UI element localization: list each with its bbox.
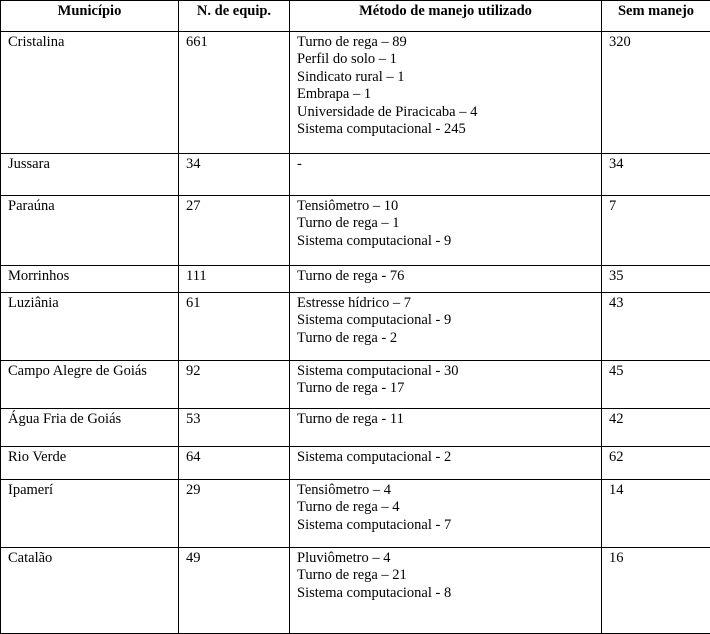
cell-num-equip: 64 bbox=[179, 447, 290, 480]
cell-sem-manejo: 7 bbox=[602, 196, 710, 266]
table-row bbox=[1, 293, 710, 361]
method-line: Embrapa – 1 bbox=[297, 86, 595, 103]
table-body bbox=[1, 32, 710, 634]
method-line: Sistema computacional - 9 bbox=[297, 312, 595, 329]
cell-num-equip: 29 bbox=[179, 480, 290, 548]
method-line: Tensiômetro – 10 bbox=[297, 198, 595, 215]
method-line: Pluviômetro – 4 bbox=[297, 550, 595, 567]
cell-num-equip: 27 bbox=[179, 196, 290, 266]
method-line: Turno de rega - 2 bbox=[297, 330, 595, 347]
method-line: Perfil do solo – 1 bbox=[297, 51, 595, 68]
header-municipio: Município bbox=[1, 1, 179, 32]
cell-metodos bbox=[290, 196, 602, 266]
cell-num-equip: 61 bbox=[179, 293, 290, 361]
cell-municipio: Jussara bbox=[1, 154, 179, 196]
cell-num-equip: 111 bbox=[179, 266, 290, 293]
header-num-equip: N. de equip. bbox=[179, 1, 290, 32]
method-line: Universidade de Piracicaba – 4 bbox=[297, 104, 595, 121]
method-line: Sindicato rural – 1 bbox=[297, 69, 595, 86]
method-line: Turno de rega - 76 bbox=[297, 268, 595, 285]
cell-sem-manejo: 62 bbox=[602, 447, 710, 480]
cell-sem-manejo: 16 bbox=[602, 548, 710, 634]
method-line: Sistema computacional - 9 bbox=[297, 233, 595, 250]
cell-municipio: Cristalina bbox=[1, 32, 179, 154]
table-row bbox=[1, 266, 710, 293]
method-line: Estresse hídrico – 7 bbox=[297, 295, 595, 312]
cell-num-equip: 92 bbox=[179, 361, 290, 409]
cell-sem-manejo: 43 bbox=[602, 293, 710, 361]
table-row bbox=[1, 32, 710, 154]
cell-metodos bbox=[290, 480, 602, 548]
table-header-row bbox=[1, 1, 710, 32]
table-row bbox=[1, 196, 710, 266]
cell-num-equip: 53 bbox=[179, 409, 290, 447]
cell-sem-manejo: 35 bbox=[602, 266, 710, 293]
cell-metodos bbox=[290, 32, 602, 154]
method-line: Turno de rega - 17 bbox=[297, 380, 595, 397]
table-row bbox=[1, 447, 710, 480]
cell-municipio: Ipamerí bbox=[1, 480, 179, 548]
method-line: Turno de rega – 21 bbox=[297, 567, 595, 584]
method-line: Sistema computacional - 2 bbox=[297, 449, 595, 466]
method-line: Sistema computacional - 30 bbox=[297, 363, 595, 380]
cell-num-equip: 661 bbox=[179, 32, 290, 154]
method-line: - bbox=[297, 156, 595, 173]
method-line: Sistema computacional - 245 bbox=[297, 121, 595, 138]
method-line: Turno de rega – 89 bbox=[297, 34, 595, 51]
table-row bbox=[1, 480, 710, 548]
cell-num-equip: 34 bbox=[179, 154, 290, 196]
cell-sem-manejo: 42 bbox=[602, 409, 710, 447]
cell-metodos bbox=[290, 447, 602, 480]
table-row bbox=[1, 361, 710, 409]
cell-metodos bbox=[290, 361, 602, 409]
cell-metodos bbox=[290, 154, 602, 196]
cell-municipio: Rio Verde bbox=[1, 447, 179, 480]
header-metodo-manejo: Método de manejo utilizado bbox=[290, 1, 602, 32]
cell-municipio: Luziânia bbox=[1, 293, 179, 361]
method-line: Turno de rega – 1 bbox=[297, 215, 595, 232]
cell-metodos bbox=[290, 409, 602, 447]
table-row bbox=[1, 548, 710, 634]
cell-sem-manejo: 34 bbox=[602, 154, 710, 196]
header-sem-manejo: Sem manejo bbox=[602, 1, 710, 32]
table-row bbox=[1, 154, 710, 196]
cell-sem-manejo: 45 bbox=[602, 361, 710, 409]
method-line: Tensiômetro – 4 bbox=[297, 482, 595, 499]
cell-metodos bbox=[290, 293, 602, 361]
cell-municipio: Água Fria de Goiás bbox=[1, 409, 179, 447]
cell-metodos bbox=[290, 548, 602, 634]
cell-metodos bbox=[290, 266, 602, 293]
method-line: Turno de rega - 11 bbox=[297, 411, 595, 428]
method-line: Sistema computacional - 7 bbox=[297, 517, 595, 534]
cell-sem-manejo: 14 bbox=[602, 480, 710, 548]
cell-municipio: Catalão bbox=[1, 548, 179, 634]
cell-municipio: Morrinhos bbox=[1, 266, 179, 293]
cell-num-equip: 49 bbox=[179, 548, 290, 634]
cell-municipio: Paraúna bbox=[1, 196, 179, 266]
cell-municipio: Campo Alegre de Goiás bbox=[1, 361, 179, 409]
cell-sem-manejo: 320 bbox=[602, 32, 710, 154]
method-line: Turno de rega – 4 bbox=[297, 499, 595, 516]
method-line: Sistema computacional - 8 bbox=[297, 585, 595, 602]
table-row bbox=[1, 409, 710, 447]
